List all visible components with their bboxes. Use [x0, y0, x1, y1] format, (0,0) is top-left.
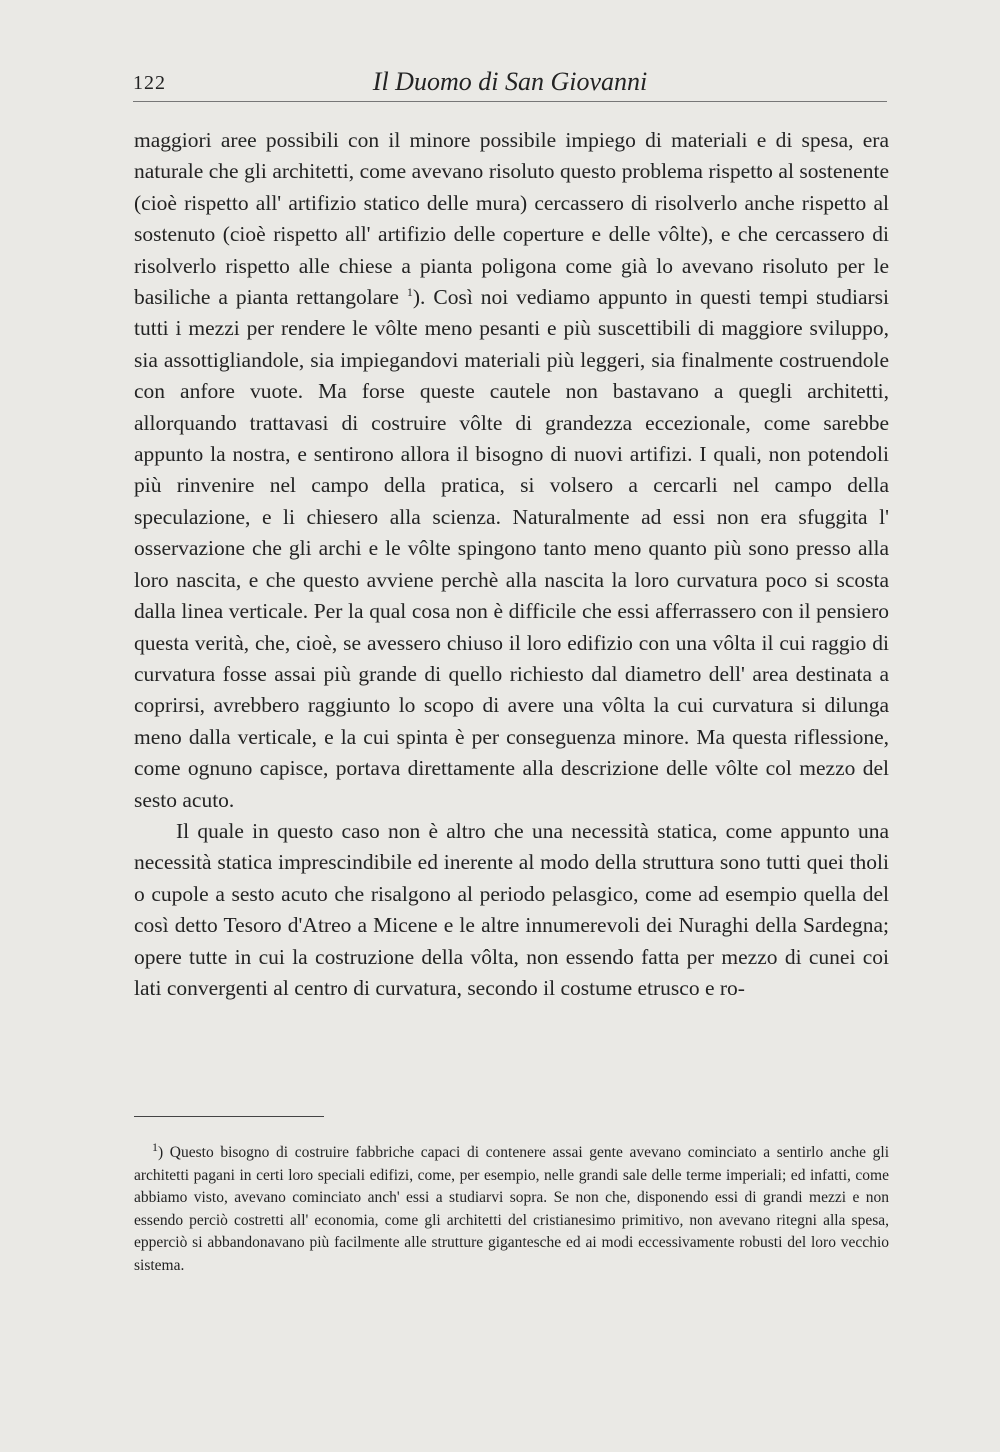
page-number: 122 [133, 72, 166, 94]
footnote-marker: 1 [152, 1139, 158, 1154]
page-header [133, 62, 887, 102]
footnote-reference: 1 [406, 284, 413, 299]
main-text [134, 125, 889, 1004]
paragraph-1-part-2: ). Così noi vediamo appunto in questi tempi studiarsi tutti i mezzi per rendere le vôlte meno pesanti e più suscettibili di maggiore sviluppo, sia assottigliandole, sia impiegandovi materiali più leggeri, sia finalmente costruendole con anfore vuote. Ma forse queste cautele non bastavano a quegli architetti, allorquando trattavasi di costruire vôlte di grandezza eccezionale, come sarebbe appunto la nostra, e sentirono allora il bisogno di nuovi artifizi. I quali, non potendoli più rinvenire nel campo della pratica, si volsero a cercarli nel campo della speculazione, e li chiesero alla scienza. Naturalmente ad essi non era sfuggita l' osservazione che gli archi e le vôlte spingono tanto meno quanto più sono presso alla loro nascita, e che questo avviene perchè alla nascita la loro curvatura poco si scosta dalla linea verticale. Per la qual cosa non è difficile che essi afferrassero con il pensiero questa verità, che, cioè, se avessero chiuso il loro edifizio con una vôlta il cui raggio di curvatura fosse assai più grande di quello richiesto dal diametro dell' area destinata a coprirsi, avrebbero raggiunto lo scopo di avere una vôlta la cui curvatura si dilunga meno dalla verticale, e la cui spinta è per conseguenza minore. Ma questa riflessione, come ognuno capisce, portava direttamente alla descrizione delle vôlte col mezzo del sesto acuto. [134, 285, 889, 812]
header-rule [133, 101, 887, 102]
paragraph-1 [134, 125, 889, 816]
paragraph-1-part-1: maggiori aree possibili con il minore possibile impiego di materiali e di spesa, era naturale che gli architetti, come avevano risoluto questo problema rispetto al sostenente (cioè rispetto all' artifizio statico delle mura) cercassero di risolverlo anche rispetto al sostenuto (cioè rispetto all' artifizio delle coperture e delle vôlte), e che cercassero di risolverlo rispetto alle chiese a pianta poligona come già lo avevano risoluto per le basiliche a pianta rettangolare [134, 128, 889, 310]
footnote [134, 1139, 889, 1277]
footnote-rule [134, 1116, 324, 1117]
running-title: Il Duomo di San Giovanni [372, 67, 648, 96]
footnote-text: ) Questo bisogno di costruire fabbriche capaci di contenere assai gente avevano cominciato a sentirlo anche gli architetti pagani in certi loro speciali edifizi, come, per esempio, nelle grandi sale delle terme imperiali; ed infatti, come abbiamo visto, avevano cominciato anch' essi a studiarvi sopra. Se non che, disponendo essi di grandi mezzi e non essendo perciò costretti all' economia, come gli architetti del cristianesimo primitivo, non avevano ritegni alla spesa, epperciò si abbandonavano più facilmente alle strutture gigantesche ed ai modi eccessivamente robusti del loro vecchio sistema. [134, 1144, 889, 1274]
paragraph-2: Il quale in questo caso non è altro che una necessità statica, come appunto una necessità statica imprescindibile ed inerente al modo della struttura sono tutti quei tholi o cupole a sesto acuto che risalgono al periodo pelasgico, come ad esempio quella del così detto Tesoro d'Atreo a Micene e le altre innumerevoli dei Nuraghi della Sardegna; opere tutte in cui la costruzione della vôlta, non essendo fatta per mezzo di cunei coi lati convergenti al centro di curvatura, secondo il costume etrusco e ro- [134, 818, 889, 1000]
